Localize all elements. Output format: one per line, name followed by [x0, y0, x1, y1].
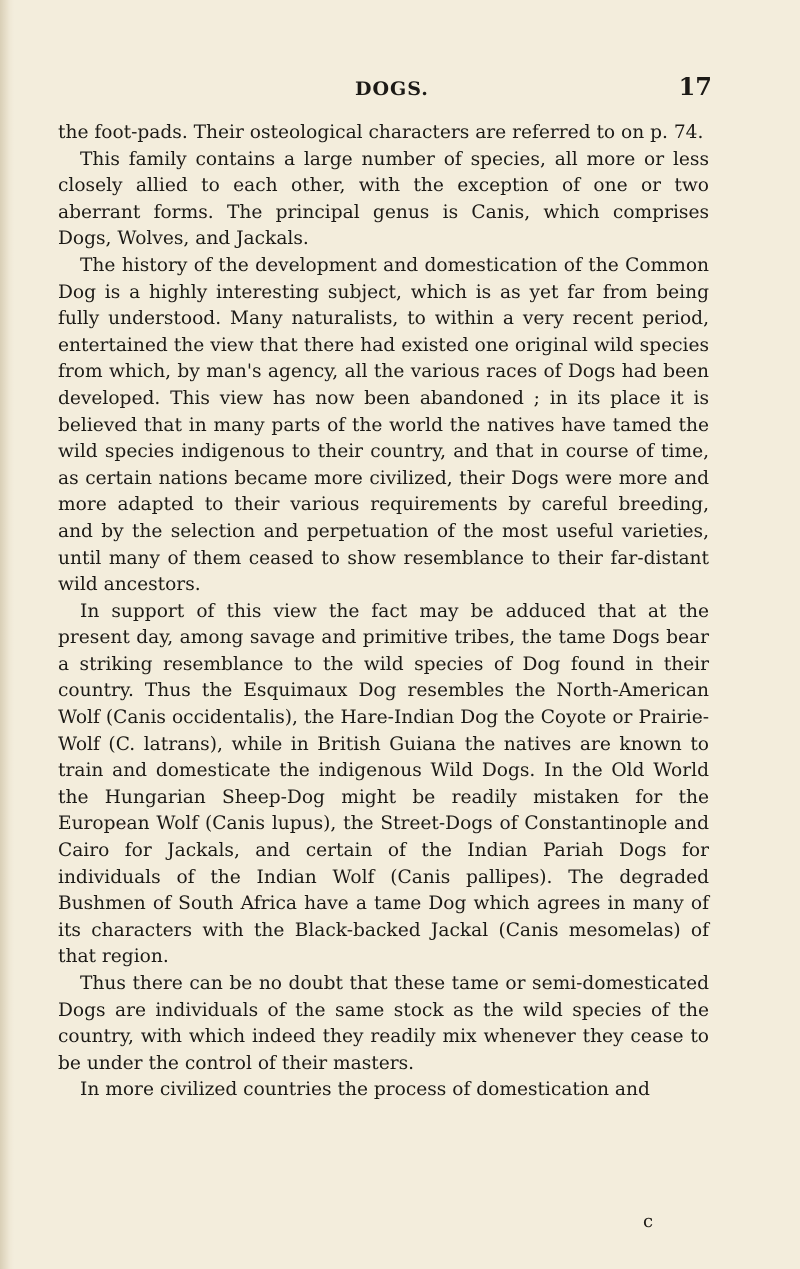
page-binding-edge	[0, 0, 14, 1269]
signature-mark: c	[643, 1211, 654, 1232]
running-head: DOGS.	[355, 78, 429, 100]
paragraph-2: This family contains a large number of species, all more or less closely allied to each other, with the exception of one or two aberrant forms. The principal genus is Canis, which comprises Dogs, Wolves, and Jackals.	[58, 148, 709, 250]
paragraph-6: In more civilized countries the process of domestication and	[80, 1079, 650, 1101]
page-number: 17	[678, 72, 712, 101]
body-text	[58, 120, 709, 1104]
paragraph-4: In support of this view the fact may be adduced that at the present day, among savage and primitive tribes, the tame Dogs bear a striking resemblance to the wild species of Dog found in their country. Thus the Esquimaux Dog resembles the North-American Wolf (Canis occidentalis), the Hare-Indian Dog the Coyote or Prairie-Wolf (C. latrans), while in British Guiana the natives are known to train and domesticate the indigenous Wild Dogs. In the Old World the Hungarian Sheep-Dog might be readily mistaken for the European Wolf (Canis lupus), the Street-Dogs of Constantinople and Cairo for Jackals, and certain of the Indian Pariah Dogs for individuals of the Indian Wolf (Canis pallipes). The degraded Bushmen of South Africa have a tame Dog which agrees in many of its characters with the Black-backed Jackal (Canis mesomelas) of that region.	[58, 600, 709, 968]
paragraph-3: The history of the development and domestication of the Common Dog is a highly interesting subject, which is as yet far from being fully understood. Many naturalists, to within a very recent period, entertained the view that there had existed one original wild species from which, by man's agency, all the various races of Dogs had been developed. This view has now been abandoned ; in its place it is believed that in many parts of the world the natives have tamed the wild species indigenous to their country, and that in course of time, as certain nations became more civilized, their Dogs were more and more adapted to their various requirements by careful breeding, and by the selection and perpetuation of the most useful varieties, until many of them ceased to show resemblance to their far-distant wild ancestors.	[58, 254, 709, 596]
paragraph-1: the foot-pads. Their osteological characters are referred to on p. 74.	[58, 122, 704, 143]
page-header	[0, 72, 800, 108]
paragraph-5: Thus there can be no doubt that these tame or semi-domesticated Dogs are individuals of the same stock as the wild species of the country, with which indeed they readily mix whenever they cease to be under the control of their masters.	[58, 973, 709, 1074]
